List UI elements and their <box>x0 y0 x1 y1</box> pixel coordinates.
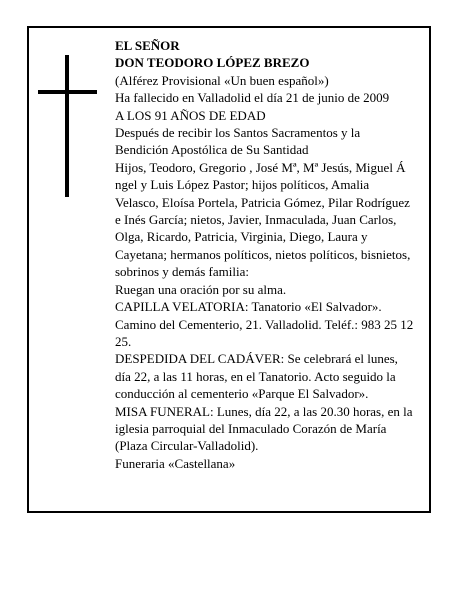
funeral-mass: MISA FUNERAL: Lunes, día 22, a las 20.30 horas, en la iglesia parroquial del Inmaculado Corazón de María (Plaza Circular-Valladolid). <box>115 403 413 454</box>
alias: (Alférez Provisional «Un buen español») <box>115 72 329 88</box>
cross-icon-bar <box>38 90 97 94</box>
deceased-name: DON TEODORO LÓPEZ BREZO <box>115 55 310 71</box>
sacraments: Después de recibir los Santos Sacramentos y la Bendición Apostólica de Su Santidad <box>115 125 361 158</box>
family: Hijos, Teodoro, Gregorio , José Mª, Mª Jesús, Miguel Á ngel y Luis López Pastor; hijos políticos, Amalia Velasco, Eloísa Portela, Patricia Gómez, Pilar Rodríguez e Inés García; nietos, Javier, Inmaculada, Juan Carlos, Olga, Ricardo, Patricia, Virginia, Diego, Laura y Cayetana; hermanos políticos, nietos políticos, bisnietos, sobrinos y demás familia: <box>115 159 411 280</box>
chapel: CAPILLA VELATORIA: Tanatorio «El Salvador». Camino del Cementerio, 21. Valladolid. Teléf.: 983 25 12 25. <box>115 299 414 349</box>
prayer: Ruegan una oración por su alma. <box>115 281 287 297</box>
age: A LOS 91 AÑOS DE EDAD <box>115 107 266 123</box>
funeral-home: Funeraria «Castellana» <box>115 455 236 471</box>
farewell: DESPEDIDA DEL CADÁVER: Se celebrará el lunes, día 22, a las 11 horas, en el Tanatorio. Acto seguido la conducción al cementerio «Parque El Salvador». <box>115 351 398 402</box>
title: EL SEÑOR <box>115 38 180 53</box>
cross-icon <box>65 55 69 197</box>
death-notice: Ha fallecido en Valladolid el día 21 de junio de 2009 <box>115 90 390 106</box>
obituary-text <box>115 37 415 472</box>
